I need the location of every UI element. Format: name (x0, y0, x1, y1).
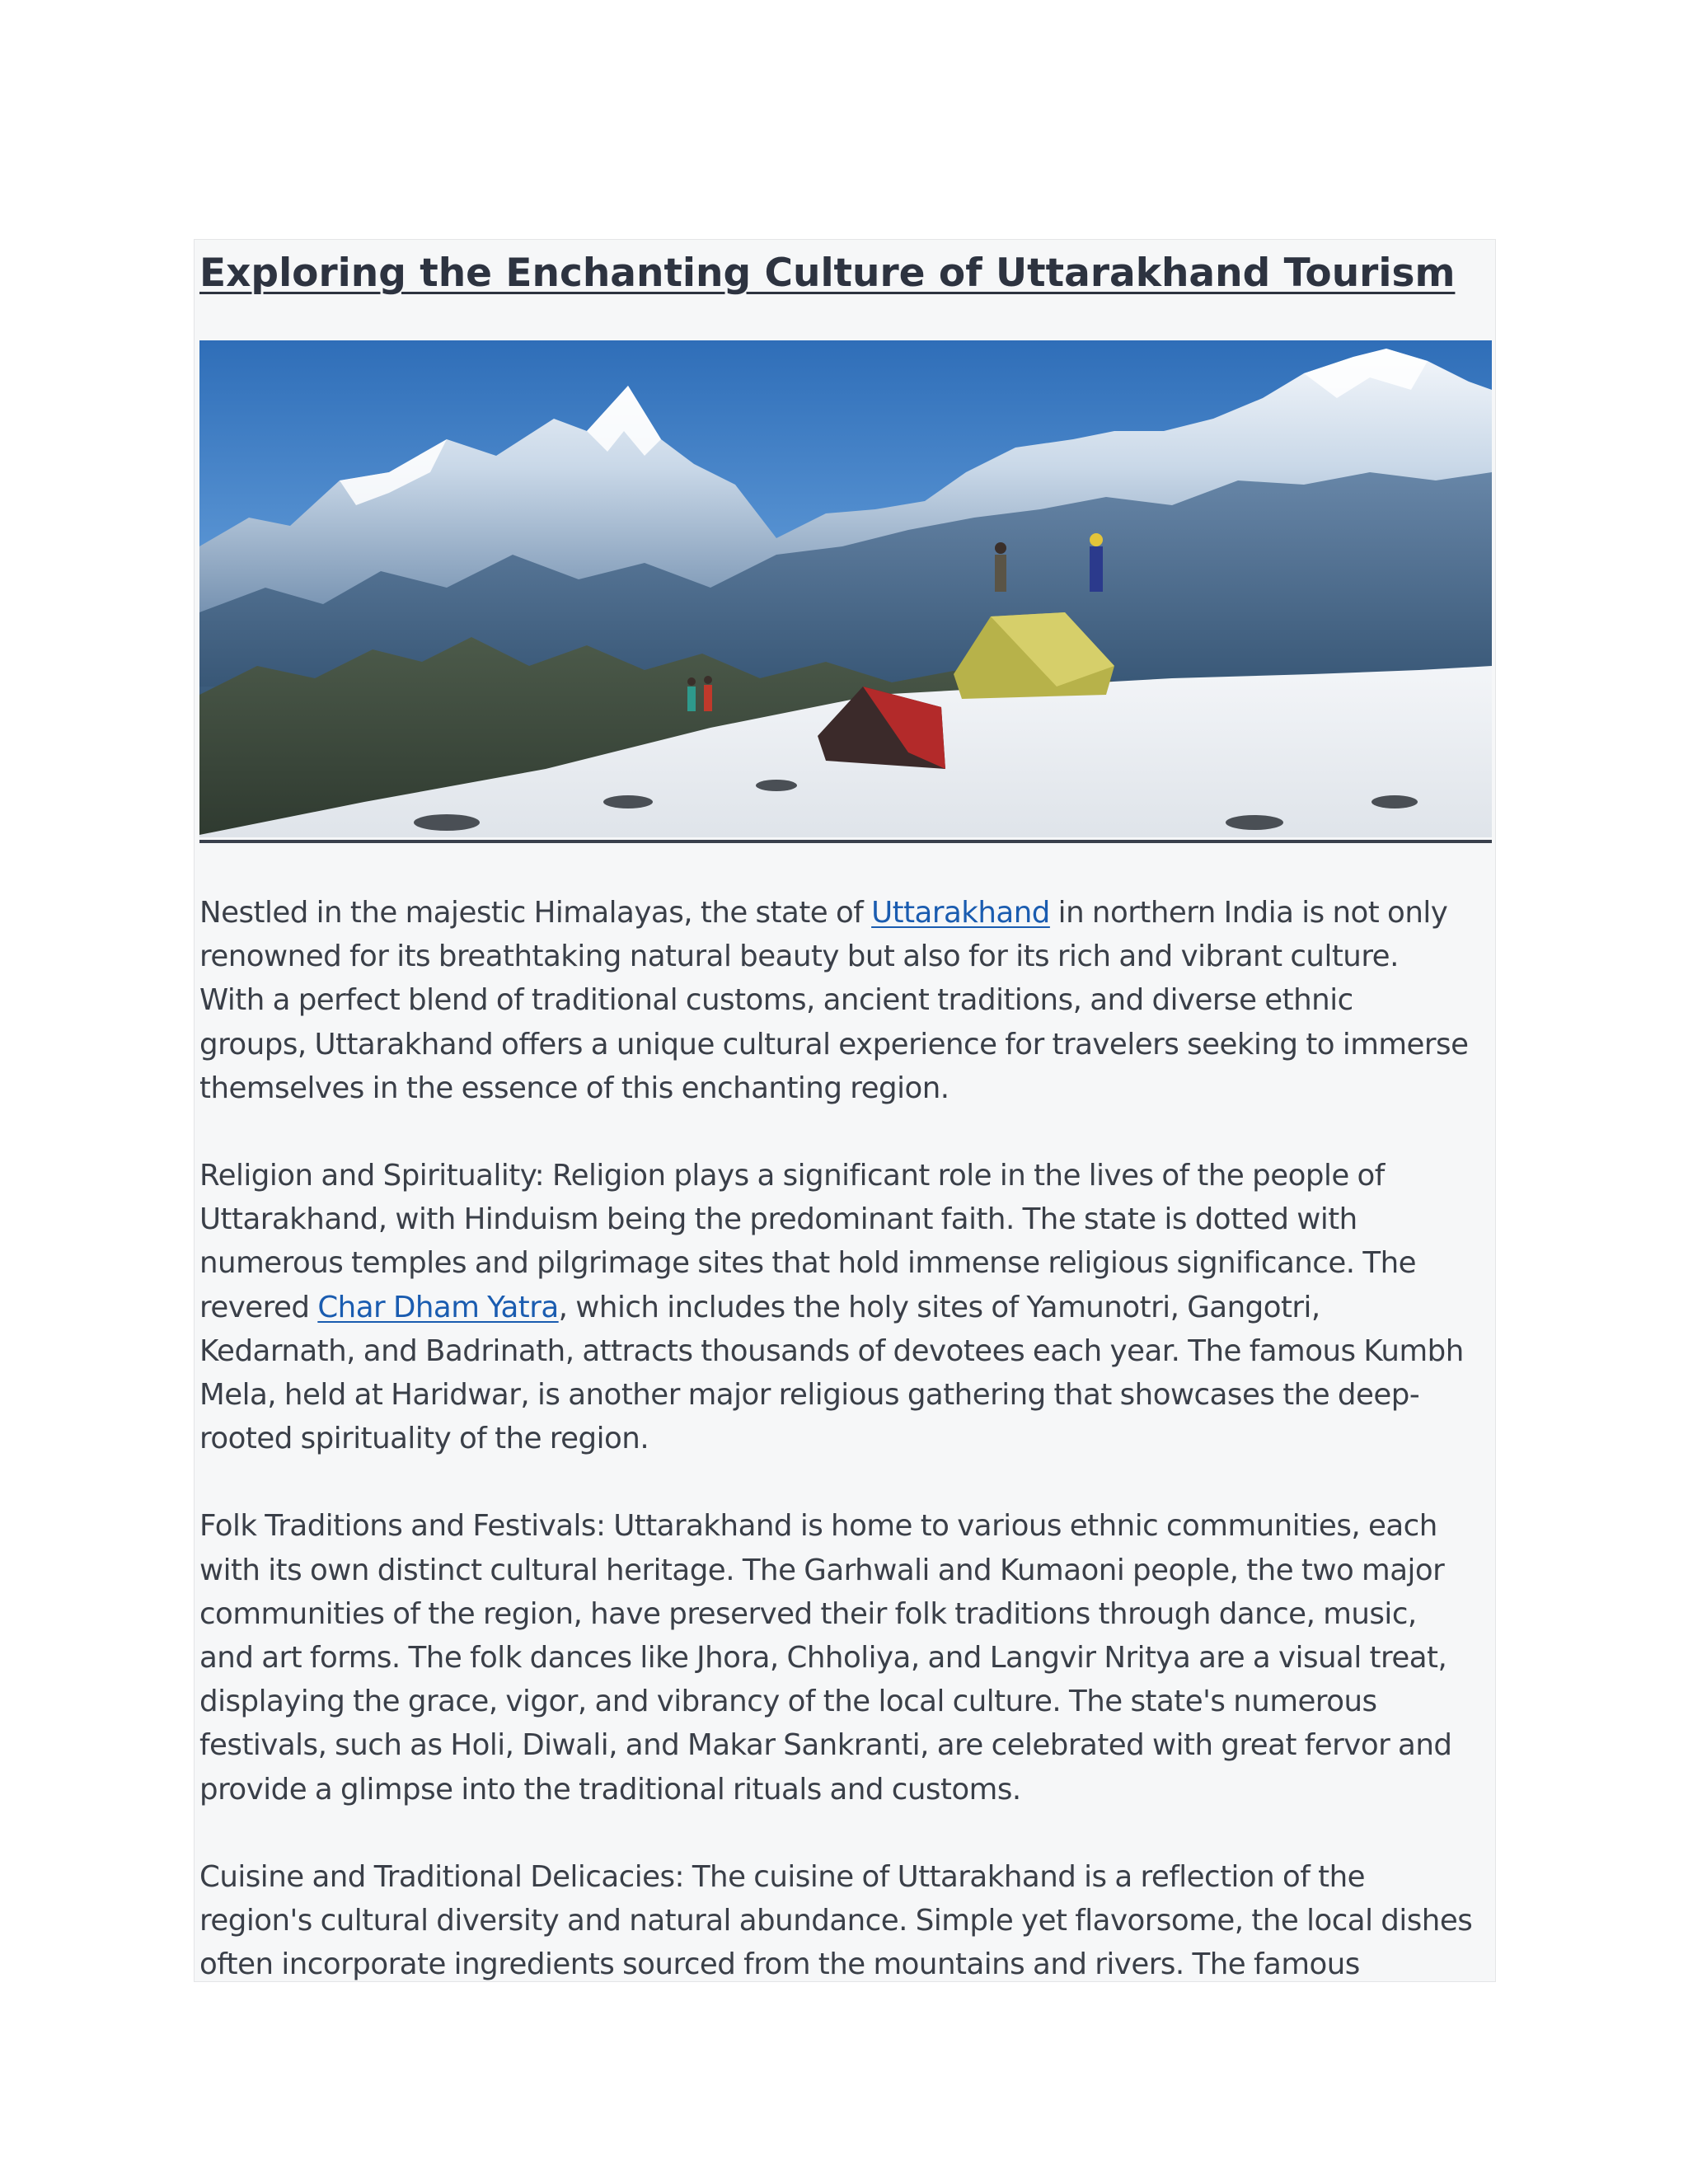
article-container (194, 239, 1496, 1982)
char-dham-yatra-link[interactable]: Char Dham Yatra (317, 1290, 559, 1324)
article-title: Exploring the Enchanting Culture of Uttarakhand Tourism (199, 251, 1456, 296)
paragraph-folk: Folk Traditions and Festivals: Uttarakhand is home to various ethnic communities, each with its own distinct cultural heritage. The Garhwali and Kumaoni people, the two major communities of the region, have preserved their folk traditions through dance, music, and art forms. The folk dances like Jhora, Chholiya, and Langvir Nritya are a visual treat, displaying the grace, vigor, and vibrancy of the local culture. The state's numerous festivals, such as Holi, Diwali, and Makar Sankranti, are celebrated with great fervor and provide a glimpse into the traditional rituals and customs. (199, 1509, 1452, 1807)
hero-divider (199, 840, 1492, 843)
paragraph-cuisine: Cuisine and Traditional Delicacies: The cuisine of Uttarakhand is a reflection of the region's cultural diversity and natural abundance. Simple yet flavorsome, the local dishes often incorporate ingredients sourced from the mountains and rivers. The famous (199, 1859, 1473, 1982)
paragraph-religion: Religion and Spirituality: Religion plays a significant role in the lives of the people of Uttarakhand, with Hinduism being the predominant faith. The state is dotted with numerous temples and pilgrimage sites that hold immense religious significance. The revered Char Dham Yatra, which includes the holy sites of Yamunotri, Gangotri, Kedarnath, and Badrinath, attracts thousands of devotees each year. The famous Kumbh Mela, held at Haridwar, is another major religious gathering that showcases the deep- rooted spirituality of the region. (199, 1159, 1464, 1456)
article-body (199, 891, 1496, 1982)
uttarakhand-link[interactable]: Uttarakhand (871, 896, 1050, 930)
paragraph-intro: Nestled in the majestic Himalayas, the state of Uttarakhand in northern India is not only renowned for its breathtaking natural beauty but also for its rich and vibrant culture. With a perfect blend of traditional customs, ancient traditions, and diverse ethnic groups, Uttarakhand offers a unique cultural experience for travelers seeking to immerse themselves in the essence of this enchanting region. (199, 896, 1469, 1105)
hero-image (199, 340, 1492, 837)
